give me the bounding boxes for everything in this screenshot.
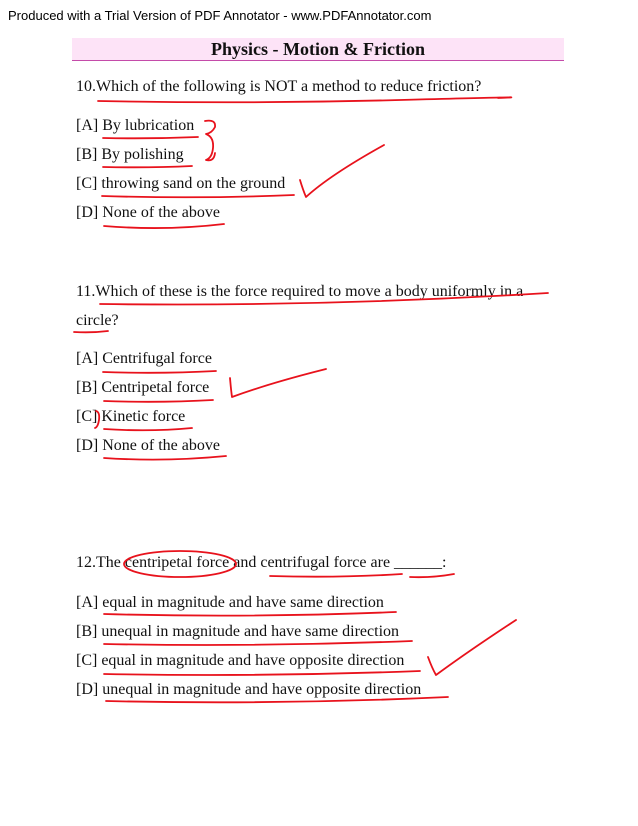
q11-c-underline — [104, 428, 192, 430]
q10-d-underline — [104, 224, 224, 228]
q12-option-b: [B] unequal in magnitude and have same direction — [76, 623, 400, 640]
q12-option-d: [D] unequal in magnitude and have opposite direction — [76, 681, 422, 698]
q11-tick-mark — [230, 369, 326, 397]
q12-blank-underline — [410, 574, 454, 577]
q12-a-underline — [104, 612, 396, 616]
q10-option-a: [A] By lubrication — [76, 117, 195, 134]
page-title: Physics - Motion & Friction — [72, 38, 564, 61]
q11-option-d: [D] None of the above — [76, 437, 220, 454]
q11-option-a: [A] Centrifugal force — [76, 350, 212, 367]
question-11-stem-line1: 11.Which of these is the force required to move a body uniformly in a — [76, 283, 524, 300]
q10-a-underline — [103, 137, 198, 138]
q11-d-underline — [104, 456, 226, 460]
q11-option-c: [C] Kinetic force — [76, 408, 186, 425]
q10-bracket — [205, 121, 215, 161]
q11-a-underline — [103, 371, 216, 373]
q10-option-c: [C] throwing sand on the ground — [76, 175, 286, 192]
q12-option-c: [C] equal in magnitude and have opposite direction — [76, 652, 405, 669]
q10-tick-mark — [300, 145, 384, 197]
q12-c-underline — [104, 671, 420, 675]
question-10-stem: 10.Which of the following is NOT a method to reduce friction? — [76, 78, 482, 95]
trial-watermark: Produced with a Trial Version of PDF Annotator - www.PDFAnnotator.com — [8, 8, 432, 23]
q12-option-a: [A] equal in magnitude and have same direction — [76, 594, 384, 611]
q12-b-underline — [104, 641, 412, 645]
q11-b-underline — [104, 400, 213, 402]
q10-option-b: [B] By polishing — [76, 146, 184, 163]
q10-b-underline — [103, 166, 192, 167]
q11-stem-underline-2 — [74, 331, 108, 332]
q12-tick-mark — [428, 620, 516, 675]
q10-stem-underline — [98, 97, 511, 102]
question-11-stem-line2: circle? — [76, 312, 119, 329]
q12-centrifugal-underline — [270, 574, 402, 577]
q10-option-d: [D] None of the above — [76, 204, 220, 221]
q11-option-b: [B] Centripetal force — [76, 379, 210, 396]
q10-c-underline — [102, 195, 294, 197]
question-12-stem: 12.The centripetal force and centrifugal force are ______: — [76, 554, 447, 571]
